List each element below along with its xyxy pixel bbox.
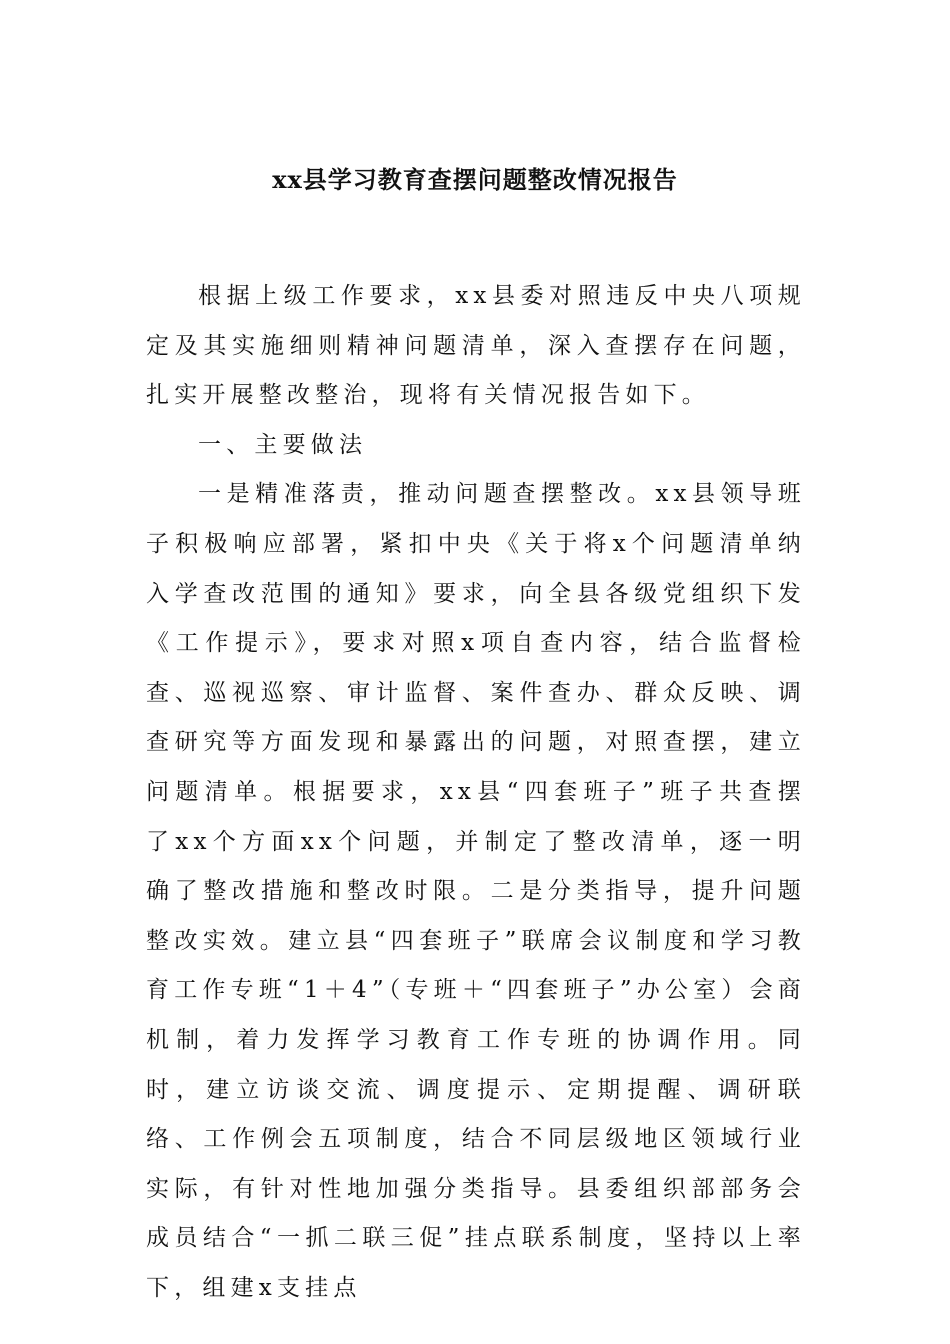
section-heading-main-practices: 一、主要做法 bbox=[198, 431, 368, 458]
document-body bbox=[146, 272, 806, 1313]
document-title: xx县学习教育查摆问题整改情况报告 bbox=[272, 165, 678, 194]
intro-paragraph: 根据上级工作要求，xx县委对照违反中央八项规定及其实施细则精神问题清单，深入查摆存在问题，扎实开展整改整治，现将有关情况报告如下。 bbox=[146, 283, 806, 409]
body-paragraph: 一是精准落责，推动问题查摆整改。xx县领导班子积极响应部署，紧扣中央《关于将x个问题清单纳入学查改范围的通知》要求，向全县各级党组织下发《工作提示》，要求对照x项自查内容，结合监督检查、巡视巡察、审计监督、案件查办、群众反映、调查研究等方面发现和暴露出的问题，对照查摆，建立问题清单。根据要求，xx县“四套班子”班子共查摆了xx个方面xx个问题，并制定了整改清单，逐一明确了整改措施和整改时限。二是分类指导，提升问题整改实效。建立县“四套班子”联席会议制度和学习教育工作专班“1＋4”（专班＋“四套班子”办公室）会商机制，着力发挥学习教育工作专班的协调作用。同时，建立访谈交流、调度提示、定期提醒、调研联络、工作例会五项制度，结合不同层级地区领域行业实际，有针对性地加强分类指导。县委组织部部务会成员结合“一抓二联三促”挂点联系制度，坚持以上率下，组建x支挂点 bbox=[146, 481, 806, 1301]
